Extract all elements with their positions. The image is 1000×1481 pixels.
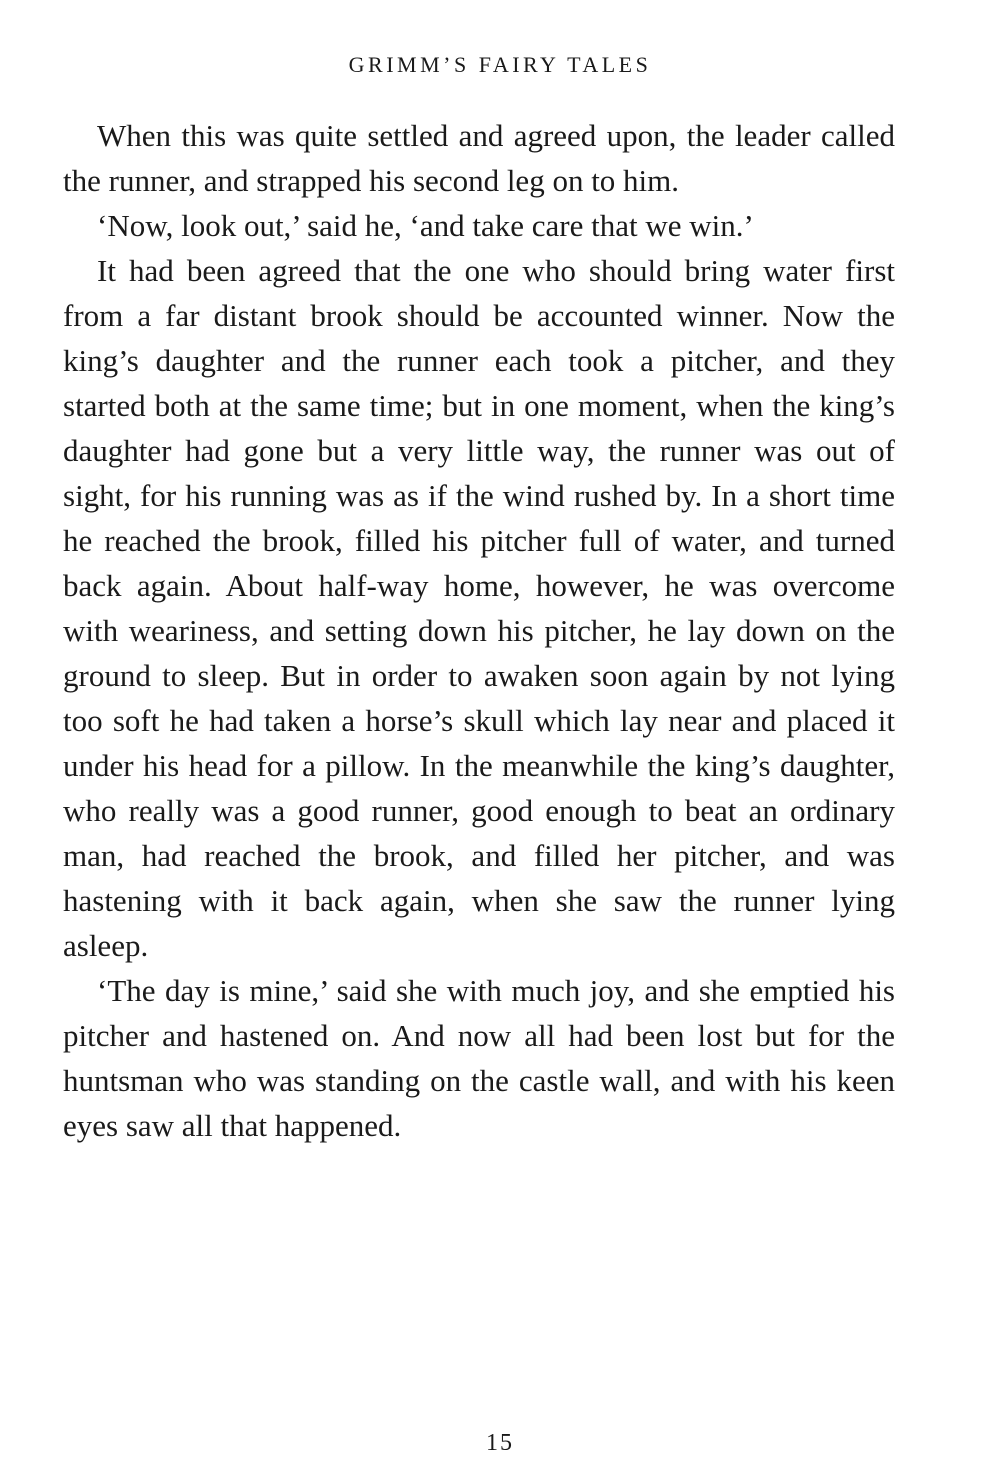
paragraph: When this was quite settled and agreed upon, the leader called the runner, and strapped his second leg on to him. bbox=[63, 118, 895, 198]
page-number: 15 bbox=[486, 1430, 514, 1456]
paragraph: It had been agreed that the one who should bring water first from a far distant brook should be accounted winner. Now the king’s daughter and the runner each took a pitcher, and they started both at the same time; but in one moment, when the king’s daughter had gone but a very little way, the runner was out of sight, for his running was as if the wind rushed by. In a short time he reached the brook, filled his pitcher full of water, and turned back again. About half-way home, however, he was overcome with weariness, and setting down his pitcher, he lay down on the ground to sleep. But in order to awaken soon again by not lying too soft he had taken a horse’s skull which lay near and placed it under his head for a pillow. In the meanwhile the king’s daughter, who really was a good runner, good enough to beat an ordinary man, had reached the brook, and filled her pitcher, and was hastening with it back again, when she saw the runner lying asleep. bbox=[63, 253, 895, 963]
paragraph: ‘The day is mine,’ said she with much joy, and she emptied his pitcher and hastened on. And now all had been lost but for the huntsman who was standing on the castle wall, and with his keen eyes saw all that happened. bbox=[63, 973, 895, 1143]
paragraph: ‘Now, look out,’ said he, ‘and take care that we win.’ bbox=[97, 208, 754, 243]
running-head: GRIMM’S FAIRY TALES bbox=[348, 52, 652, 77]
body-text bbox=[63, 113, 895, 1148]
